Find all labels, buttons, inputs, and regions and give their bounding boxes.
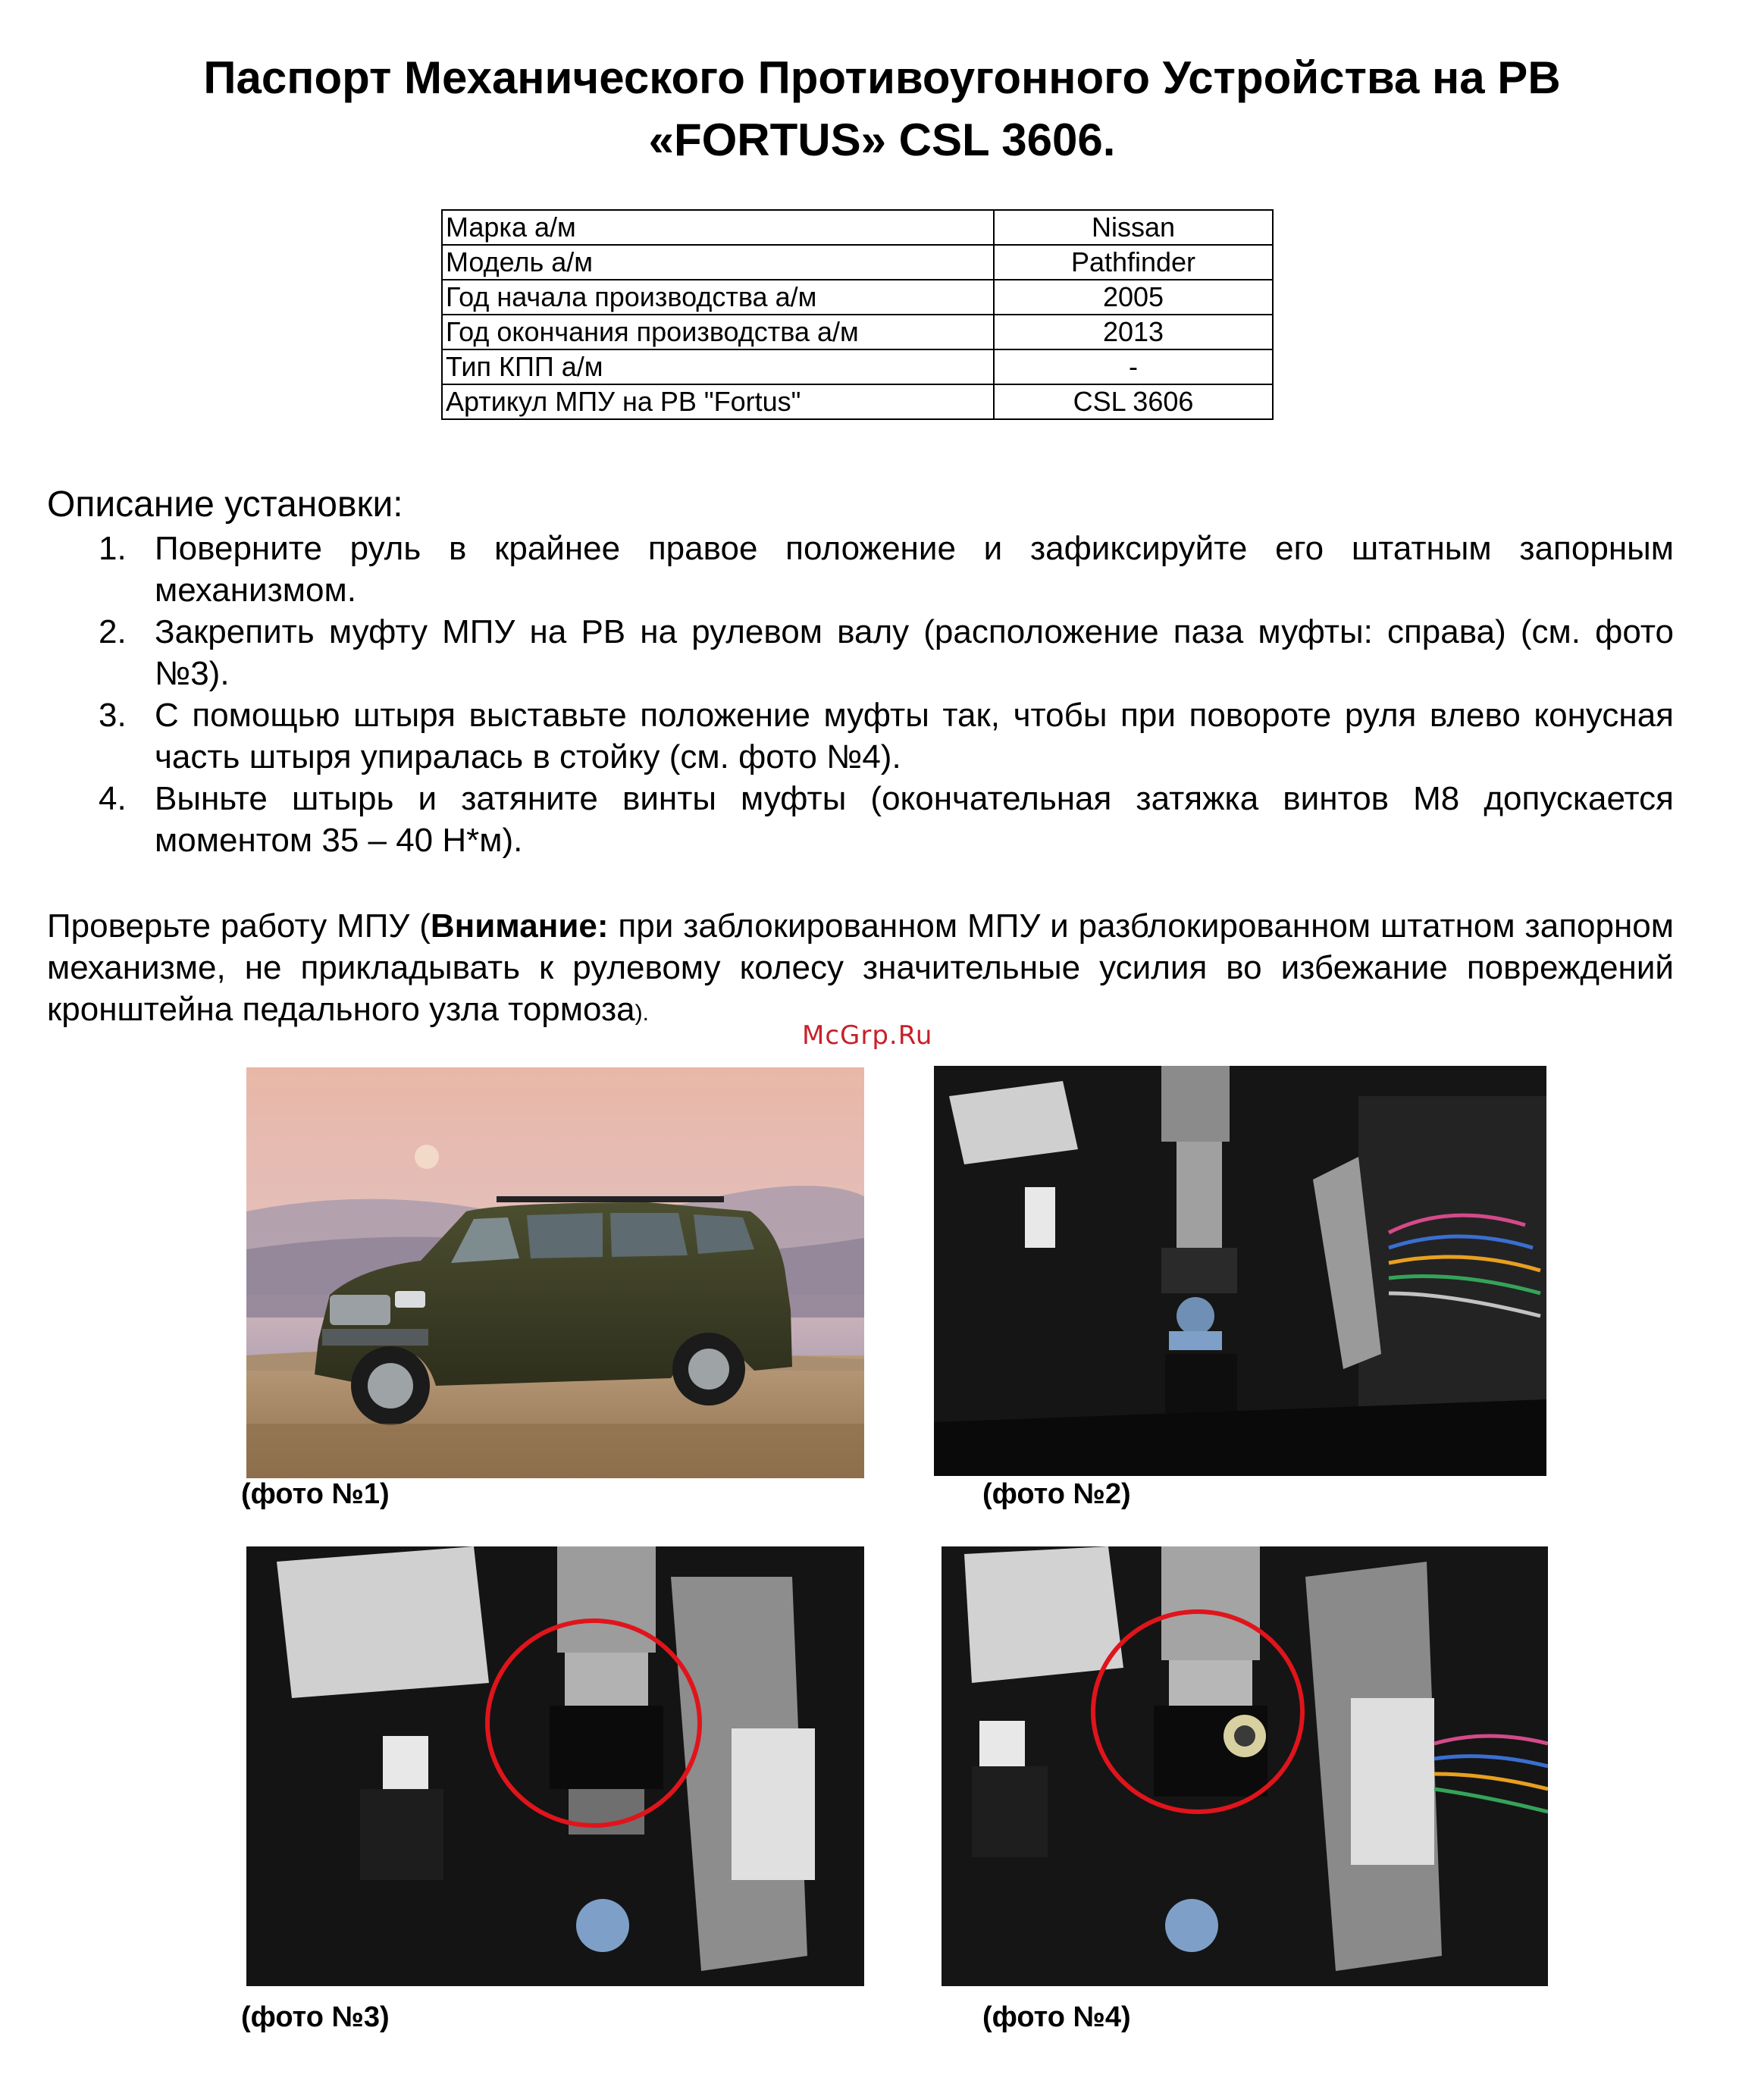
spec-label: Артикул МПУ на РВ "Fortus" bbox=[442, 384, 994, 419]
vehicle-photo-illustration bbox=[246, 1067, 864, 1478]
note-attention-label: Внимание: bbox=[430, 907, 609, 945]
photo-4-pin-position bbox=[942, 1546, 1548, 1986]
spec-label: Модель а/м bbox=[442, 245, 994, 280]
warning-note bbox=[47, 905, 1674, 1034]
step-text: Закрепить муфту МПУ на РВ на рулевом валу (расположение паза муфты: справа) (см. фото №3). bbox=[155, 613, 1674, 692]
spec-value: 2013 bbox=[994, 315, 1273, 349]
spec-value: - bbox=[994, 349, 1273, 384]
photo-2-caption: (фото №2) bbox=[982, 1478, 1131, 1510]
step-text: Поверните руль в крайнее правое положение и зафиксируйте его штатным запорным механизмом. bbox=[155, 530, 1674, 609]
spec-label: Марка а/м bbox=[442, 210, 994, 245]
list-item bbox=[47, 694, 1674, 778]
install-heading: Описание установки: bbox=[47, 484, 403, 525]
photo-4-caption: (фото №4) bbox=[982, 2001, 1131, 2033]
step-number: 3. bbox=[99, 697, 127, 734]
install-steps-list bbox=[47, 528, 1674, 861]
step-text: С помощью штыря выставьте положение муфты так, чтобы при повороте руля влево конусная часть штыря упиралась в стойку (см. фото №4). bbox=[155, 697, 1674, 776]
spec-label: Тип КПП а/м bbox=[442, 349, 994, 384]
photo-1-caption: (фото №1) bbox=[241, 1478, 390, 1510]
table-row bbox=[442, 315, 1273, 349]
vehicle-spec-table bbox=[441, 209, 1274, 420]
step-number: 1. bbox=[99, 530, 127, 567]
list-item bbox=[47, 528, 1674, 611]
note-text-before: Проверьте работу МПУ ( bbox=[47, 907, 431, 945]
table-row bbox=[442, 349, 1273, 384]
step-number: 2. bbox=[99, 613, 127, 650]
spec-value: 2005 bbox=[994, 280, 1273, 315]
table-row bbox=[442, 384, 1273, 419]
note-text-tail: ). bbox=[634, 1001, 649, 1026]
watermark: McGrp.Ru bbox=[802, 1020, 933, 1051]
list-item bbox=[47, 778, 1674, 861]
photo-1-vehicle bbox=[246, 1067, 864, 1478]
step-text: Выньте штырь и затяните винты муфты (окончательная затяжка винтов М8 допускается моментом 35 – 40 Н*м). bbox=[155, 780, 1674, 859]
list-item bbox=[47, 611, 1674, 694]
table-row bbox=[442, 280, 1273, 315]
step-number: 4. bbox=[99, 780, 127, 817]
photo-3-caption: (фото №3) bbox=[241, 2001, 390, 2033]
photo-2-steering-shaft bbox=[934, 1066, 1546, 1476]
spec-value: CSL 3606 bbox=[994, 384, 1273, 419]
coupling-photo-illustration bbox=[246, 1546, 864, 1986]
spec-value: Pathfinder bbox=[994, 245, 1273, 280]
pin-photo-illustration bbox=[942, 1546, 1548, 1986]
table-row bbox=[442, 210, 1273, 245]
spec-label: Год окончания производства а/м bbox=[442, 315, 994, 349]
spec-label: Год начала производства а/м bbox=[442, 280, 994, 315]
photo-3-coupling-installed bbox=[246, 1546, 864, 1986]
note-text-after: при заблокированном МПУ и разблокированном штатном запорном механизме, не прикладывать к рулевому колесу значительные усилия во избежание повреждений кронштейна педального узла тормоза bbox=[47, 907, 1674, 1028]
document-title bbox=[0, 47, 1764, 171]
title-line-1: Паспорт Механического Противоугонного Устройства на РВ bbox=[203, 52, 1561, 103]
title-line-2: «FORTUS» CSL 3606. bbox=[648, 114, 1116, 165]
steering-shaft-photo-illustration bbox=[934, 1066, 1546, 1476]
table-row bbox=[442, 245, 1273, 280]
spec-value: Nissan bbox=[994, 210, 1273, 245]
